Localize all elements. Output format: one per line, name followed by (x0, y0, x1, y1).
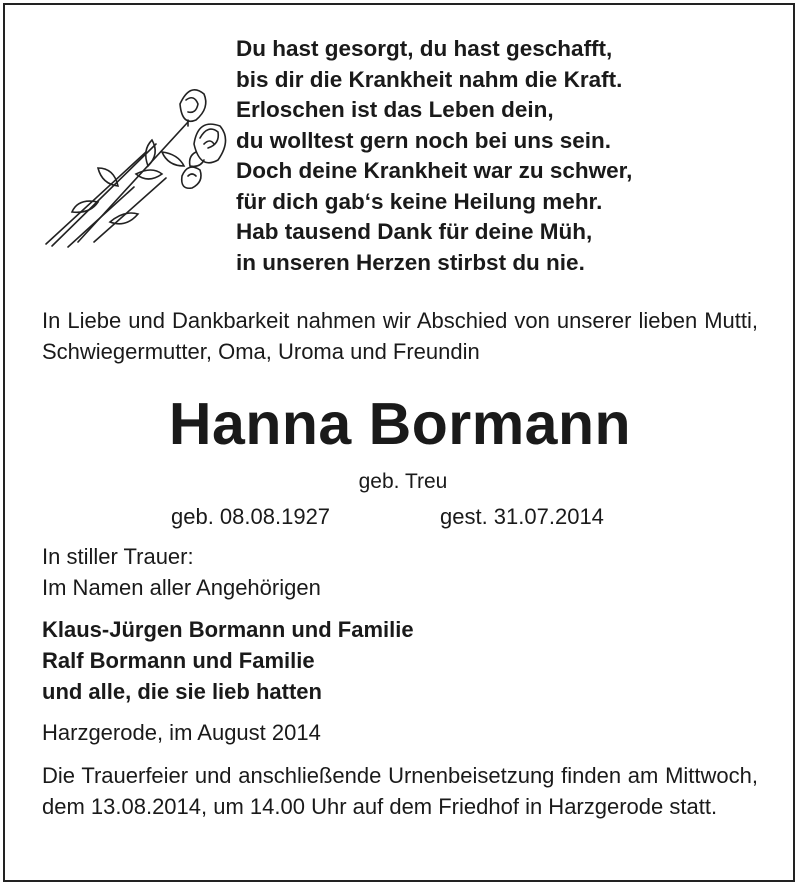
family-list (42, 614, 414, 707)
poem-line: Hab tausend Dank für deine Müh, (236, 219, 593, 244)
place-date: Harzgerode, im August 2014 (42, 720, 321, 745)
deceased-name: Hanna Bormann (168, 391, 632, 457)
poem-line: Du hast gesorgt, du hast geschafft, (236, 36, 613, 61)
family-member: Ralf Bormann und Familie (42, 648, 315, 673)
intro-text: In Liebe und Dankbarkeit nahmen wir Abschied von unserer lieben Mutti, Schwiegermutter, Oma, Uroma und Freundin (42, 308, 758, 364)
rose-flower-icon (38, 82, 228, 252)
poem-line: du wolltest gern noch bei uns sein. (236, 127, 612, 153)
birth-name-wrap (0, 468, 800, 496)
poem-line: bis dir die Krankheit nahm die Kraft. (236, 66, 623, 92)
birth-name: geb. Treu (358, 470, 448, 493)
family-member: und alle, die sie lieb hatten (42, 679, 322, 704)
service-notice: Die Trauerfeier und anschließende Urnenbeisetzung finden am Mittwoch, dem 13.08.2014, um 14.00 Uhr auf dem Friedhof in Harzgerode statt. (42, 763, 758, 819)
poem-line: Erloschen ist das Leben dein, (236, 97, 554, 122)
mourning-line: In stiller Trauer: (42, 544, 194, 569)
family-member: Klaus-Jürgen Bormann und Familie (42, 617, 414, 642)
mourning-line: Im Namen aller Angehörigen (42, 575, 321, 600)
birth-date: geb. 08.08.1927 (171, 504, 331, 529)
mourning-block (42, 541, 321, 603)
poem-line: für dich gab‘s keine Heilung mehr. (236, 188, 603, 214)
poem-line: in unseren Herzen stirbst du nie. (236, 249, 585, 275)
poem (236, 34, 632, 278)
death-date: gest. 31.07.2014 (440, 504, 604, 529)
poem-line: Doch deine Krankheit war zu schwer, (236, 158, 633, 183)
